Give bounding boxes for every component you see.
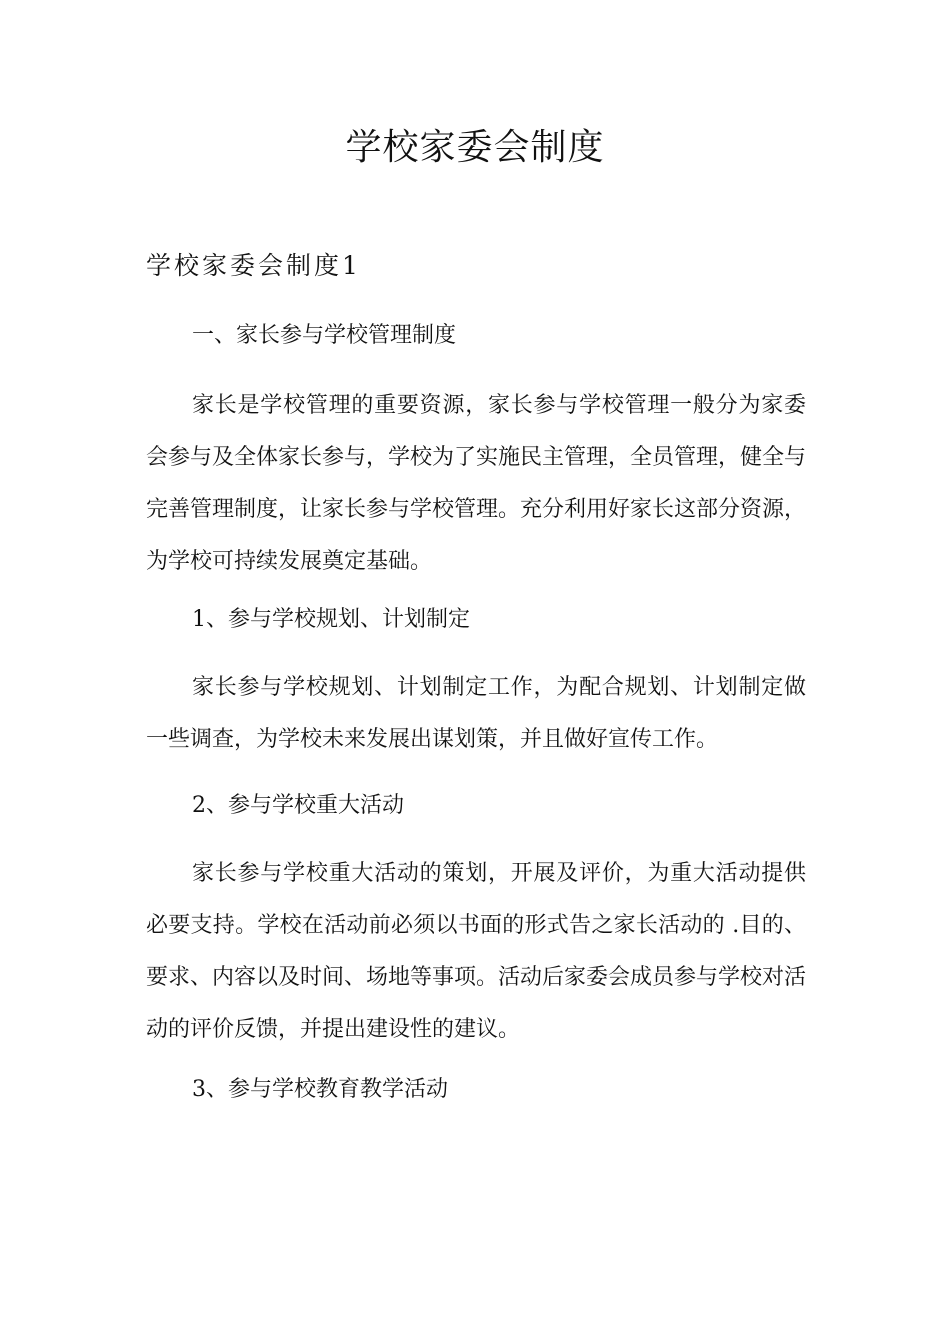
paragraph-planning: 家长参与学校规划、计划制定工作，为配合规划、计划制定做一些调查，为学校未来发展出谋划策，并且做好宣传工作。 <box>146 675 806 752</box>
subheading-planning: 1、参与学校规划、计划制定 <box>192 607 470 632</box>
paragraph-intro: 家长是学校管理的重要资源，家长参与学校管理一般分为家委会参与及全体家长参与，学校为了实施民主管理，全员管理，健全与完善管理制度，让家长参与学校管理。充分利用好家长这部分资源，为学校可持续发展奠定基础。 <box>146 393 807 574</box>
subheading-major-activities: 2、参与学校重大活动 <box>192 793 404 818</box>
subheading-parent-participation: 一、家长参与学校管理制度 <box>192 323 457 348</box>
section-heading: 学校家委会制度1 <box>146 251 361 280</box>
subheading-teaching-activities: 3、参与学校教育教学活动 <box>192 1077 448 1102</box>
paragraph-major-activities: 家长参与学校重大活动的策划，开展及评价，为重大活动提供必要支持。学校在活动前必须以书面的形式告之家长活动的 .目的、要求、内容以及时间、场地等事项。活动后家委会成员参与学校对活动的评价反馈，并提出建设性的建议。 <box>146 861 807 1042</box>
document-title: 学校家委会制度 <box>345 127 605 168</box>
